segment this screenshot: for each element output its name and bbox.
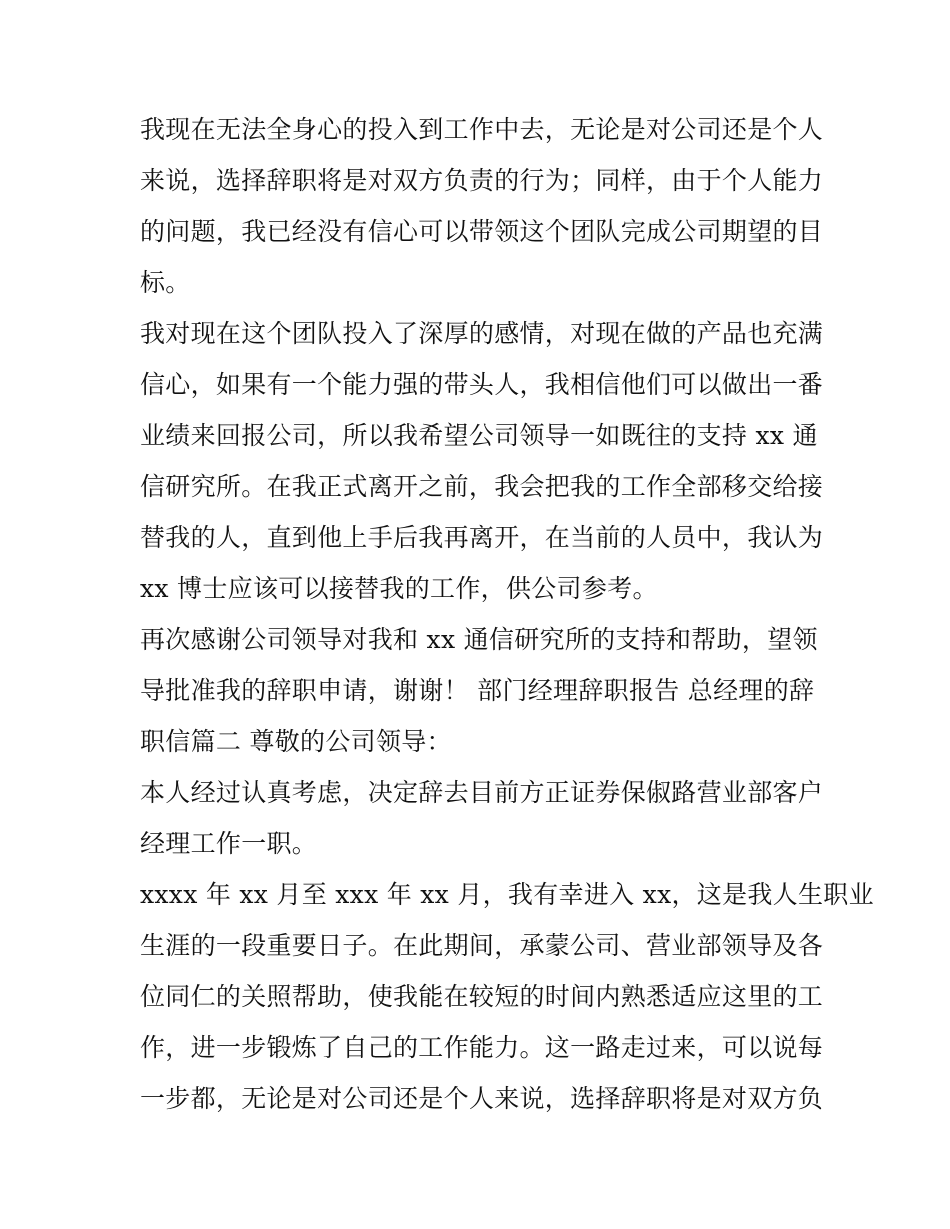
text-line: 导批准我的辞职申请，谢谢！ 部门经理辞职报告 总经理的辞: [140, 676, 815, 705]
text-line: 一步都，无论是对公司还是个人来说，选择辞职将是对双方负: [140, 1084, 824, 1113]
text-line: 业绩来回报公司，所以我希望公司领导一如既往的支持 xx 通: [140, 421, 818, 450]
text-line: 再次感谢公司领导对我和 xx 通信研究所的支持和帮助，望领: [140, 625, 818, 654]
text-line: 替我的人，直到他上手后我再离开，在当前的人员中，我认为: [140, 523, 824, 552]
text-line: 本人经过认真考虑，决定辞去目前方正证券保俶路营业部客户: [140, 778, 824, 807]
text-line: 我现在无法全身心的投入到工作中去，无论是对公司还是个人: [140, 115, 824, 144]
text-line: 信研究所。在我正式离开之前，我会把我的工作全部移交给接: [140, 472, 824, 501]
text-line: 经理工作一职。: [140, 829, 318, 858]
text-line: 我对现在这个团队投入了深厚的感情，对现在做的产品也充满: [140, 319, 824, 348]
text-line: 生涯的一段重要日子。在此期间，承蒙公司、营业部领导及各: [140, 931, 824, 960]
document-body: [140, 104, 874, 1124]
text-line: 信心，如果有一个能力强的带头人，我相信他们可以做出一番: [140, 370, 824, 399]
text-line: 作，进一步锻炼了自己的工作能力。这一路走过来，可以说每: [140, 1033, 824, 1062]
text-line: 来说，选择辞职将是对双方负责的行为；同样，由于个人能力: [140, 166, 824, 195]
text-line: 职信篇二 尊敬的公司领导：: [140, 727, 452, 756]
text-line: 的问题，我已经没有信心可以带领这个团队完成公司期望的目: [140, 217, 824, 246]
text-line: xxxx 年 xx 月至 xxx 年 xx 月，我有幸进入 xx，这是我人生职业: [140, 880, 874, 909]
text-line: 标。: [140, 268, 191, 297]
text-line: 位同仁的关照帮助，使我能在较短的时间内熟悉适应这里的工: [140, 982, 824, 1011]
text-line: xx 博士应该可以接替我的工作，供公司参考。: [140, 574, 658, 603]
